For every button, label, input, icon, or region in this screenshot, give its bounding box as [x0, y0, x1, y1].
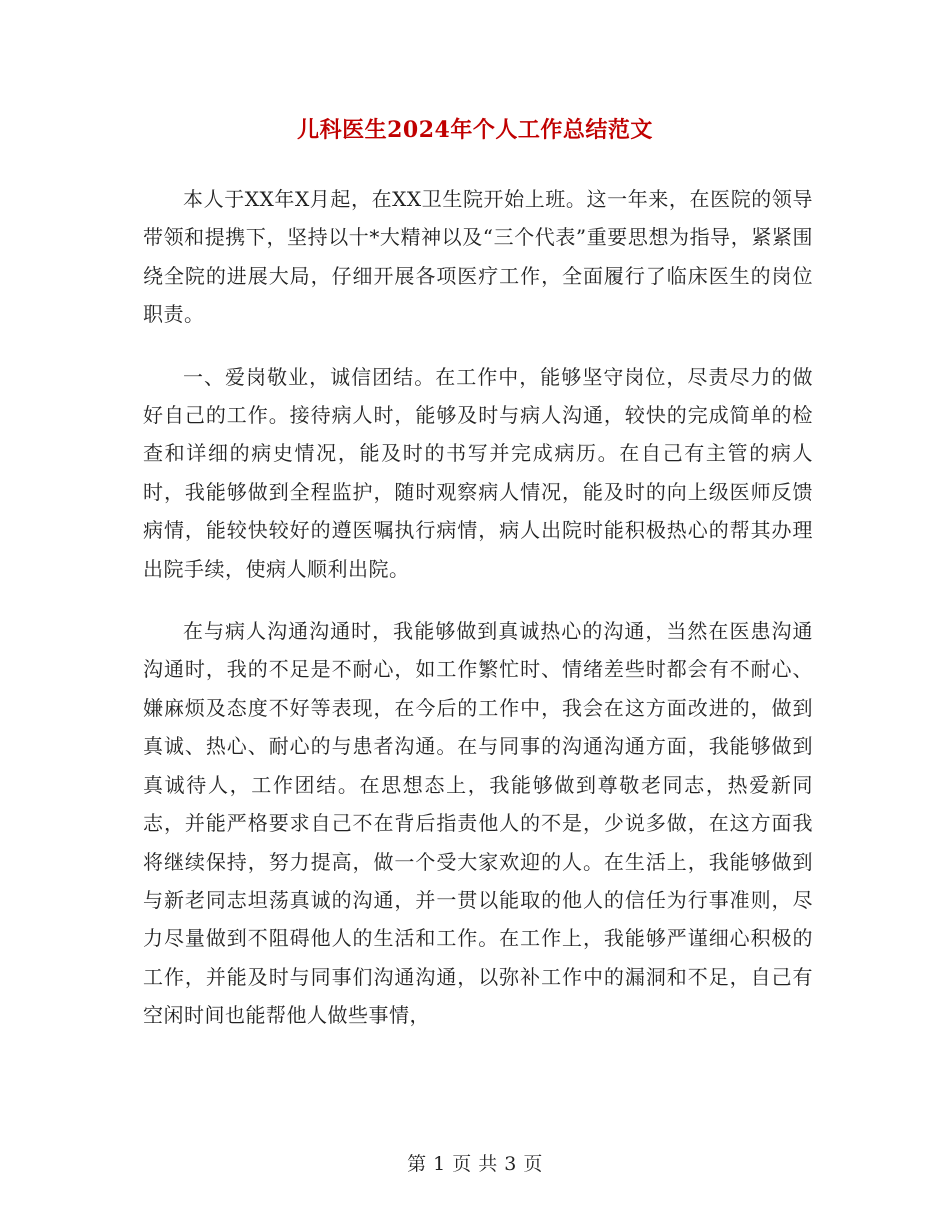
- paragraph-communication: 在与病人沟通沟通时，我能够做到真诚热心的沟通，当然在医患沟通沟通时，我的不足是不耐心，如工作繁忙时、情绪差些时都会有不耐心、嫌麻烦及态度不好等表现，在今后的工作中，我会在这方面改进的，做到真诚、热心、耐心的与患者沟通。在与同事的沟通沟通方面，我能够做到真诚待人，工作团结。在思想态上，我能够做到尊敬老同志，热爱新同志，并能严格要求自己不在背后指责他人的不是，少说多做，在这方面我将继续保持，努力提高，做一个受大家欢迎的人。在生活上，我能够做到与新老同志坦荡真诚的沟通，并一贯以能取的他人的信任为行事准则，尽力尽量做到不阻碍他人的生活和工作。在工作上，我能够严谨细心积极的工作，并能及时与同事们沟通沟通，以弥补工作中的漏洞和不足，自己有空闲时间也能帮他人做些事情，: [143, 619, 813, 1028]
- document-title: 儿科医生2024年个人工作总结范文: [297, 117, 653, 143]
- document-body: [143, 180, 813, 1059]
- paragraph-intro: 本人于XX年X月起，在XX卫生院开始上班。这一年来，在医院的领导带领和提携下，坚持以十*大精神以及“三个代表”重要思想为指导，紧紧围绕全院的进展大局，仔细开展各项医疗工作，全面履行了临床医生的岗位职责。: [143, 187, 813, 327]
- page-footer: 第 1 页 共 3 页: [407, 1153, 543, 1175]
- paragraph-section-one: 一、爱岗敬业，诚信团结。在工作中，能够坚守岗位，尽责尽力的做好自己的工作。接待病人时，能够及时与病人沟通，较快的完成简单的检查和详细的病史情况，能及时的书写并完成病历。在自己有主管的病人时，我能够做到全程监护，随时观察病人情况，能及时的向上级医师反馈病情，能较快较好的遵医嘱执行病情，病人出院时能积极热心的帮其办理出院手续，使病人顺利出院。: [143, 364, 813, 581]
